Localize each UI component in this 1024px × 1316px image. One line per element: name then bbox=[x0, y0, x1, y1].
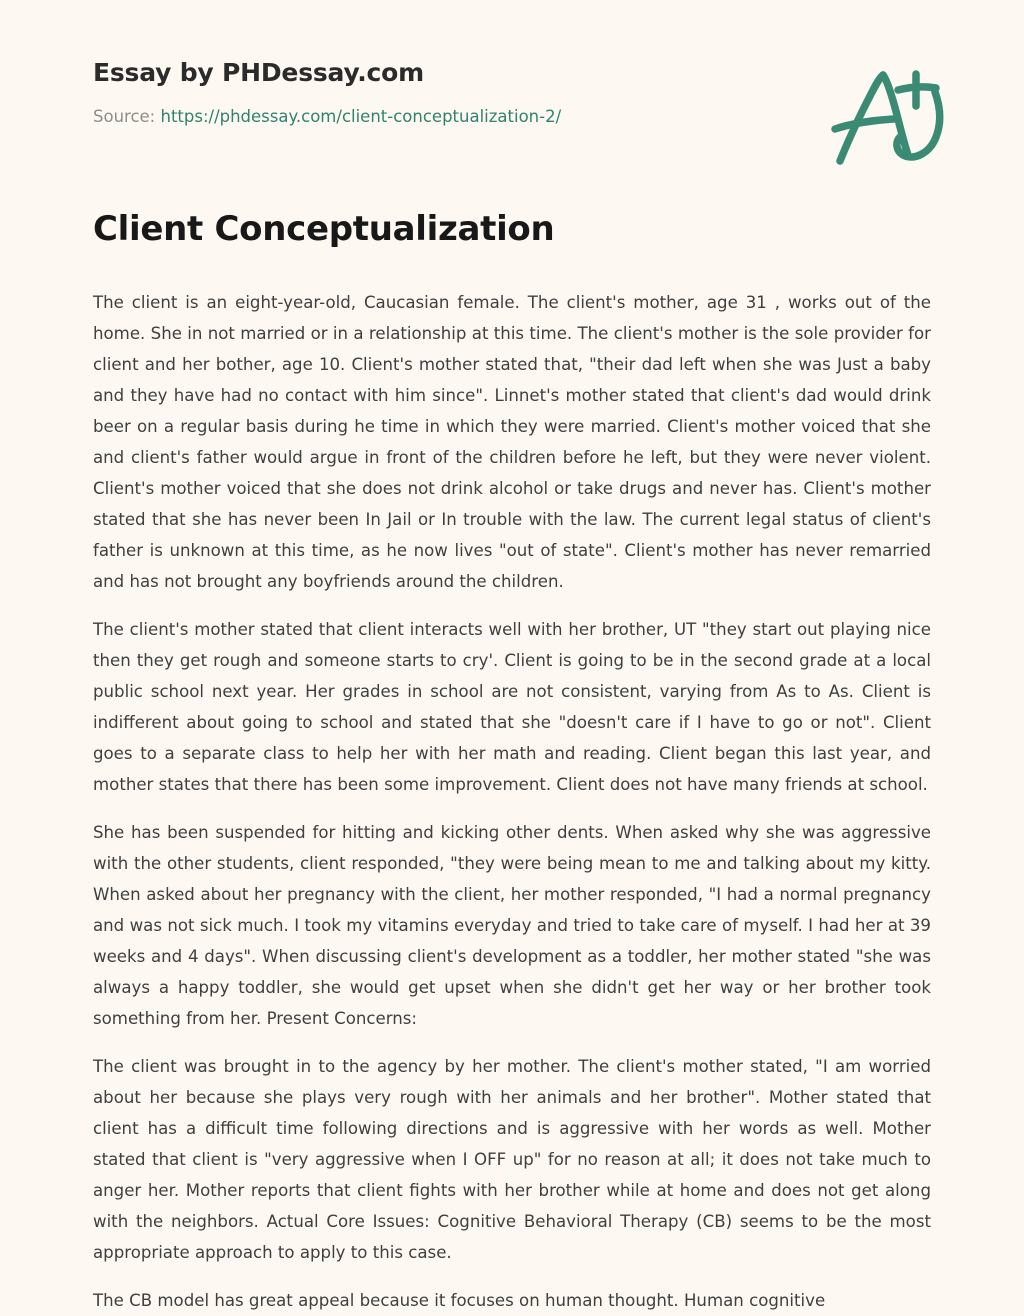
source-line bbox=[93, 106, 932, 127]
article-body bbox=[93, 287, 931, 1316]
paragraph: The CB model has great appeal because it focuses on human thought. Human cognitive bbox=[93, 1291, 826, 1311]
paragraph: The client's mother stated that client interacts well with her brother, UT "they start out playing nice then they get rough and someone starts to cry'. Client is going to be in the second grade at a local public school next year. Her grades in school are not consistent, varying from As to As. Client is indifferent about going to school and stated that she "doesn't care if I have to go or not". Client goes to a separate class to help her with her math and reading. Client began this last year, and mother states that there has been some improvement. Client does not have many friends at school. bbox=[93, 620, 931, 795]
a-plus-logo-icon bbox=[824, 62, 952, 170]
paragraph: The client was brought in to the agency by her mother. The client's mother stated, "I am worried about her because she plays very rough with her animals and her brother". Mother stated that client has a difficult time following directions and is aggressive with her words as well. Mother stated that client is "very aggressive when I OFF up" for no reason at all; it does not take much to anger her. Mother reports that client fights with her brother while at home and does not get along with the neighbors. Actual Core Issues: Cognitive Behavioral Therapy (CB) seems to be the most appropriate approach to apply to this case. bbox=[93, 1057, 931, 1263]
page-title: Client Conceptualization bbox=[93, 209, 555, 249]
source-label: Source: bbox=[93, 107, 156, 126]
source-url-link[interactable]: https://phdessay.com/client-conceptualization-2/ bbox=[160, 107, 562, 126]
brand-title: Essay by PHDessay.com bbox=[93, 58, 424, 87]
article-container bbox=[0, 210, 1024, 1316]
paragraph: She has been suspended for hitting and kicking other dents. When asked why she was aggressive with the other students, client responded, "they were being mean to me and talking about my kitty. When asked about her pregnancy with the client, her mother responded, "I had a normal pregnancy and was not sick much. I took my vitamins everyday and tried to take care of myself. I had her at 39 weeks and 4 days". When discussing client's development as a toddler, her mother stated "she was always a happy toddler, she would get upset when she didn't get her way or her brother took something from her. Present Concerns: bbox=[93, 823, 931, 1029]
page-header bbox=[0, 0, 1024, 152]
paragraph: The client is an eight-year-old, Caucasian female. The client's mother, age 31 , works out of the home. She in not married or in a relationship at this time. The client's mother is the sole provider for client and her bother, age 10. Client's mother stated that, "their dad left when she was Just a baby and they have had no contact with him since". Linnet's mother stated that client's dad would drink beer on a regular basis during he time in which they were married. Client's mother voiced that she and client's father would argue in front of the children before he left, but they were never violent. Client's mother voiced that she does not drink alcohol or take drugs and never has. Client's mother stated that she has never been In Jail or In trouble with the law. The current legal status of client's father is unknown at this time, as he now lives "out of state". Client's mother has never remarried and has not brought any boyfriends around the children. bbox=[93, 293, 931, 592]
